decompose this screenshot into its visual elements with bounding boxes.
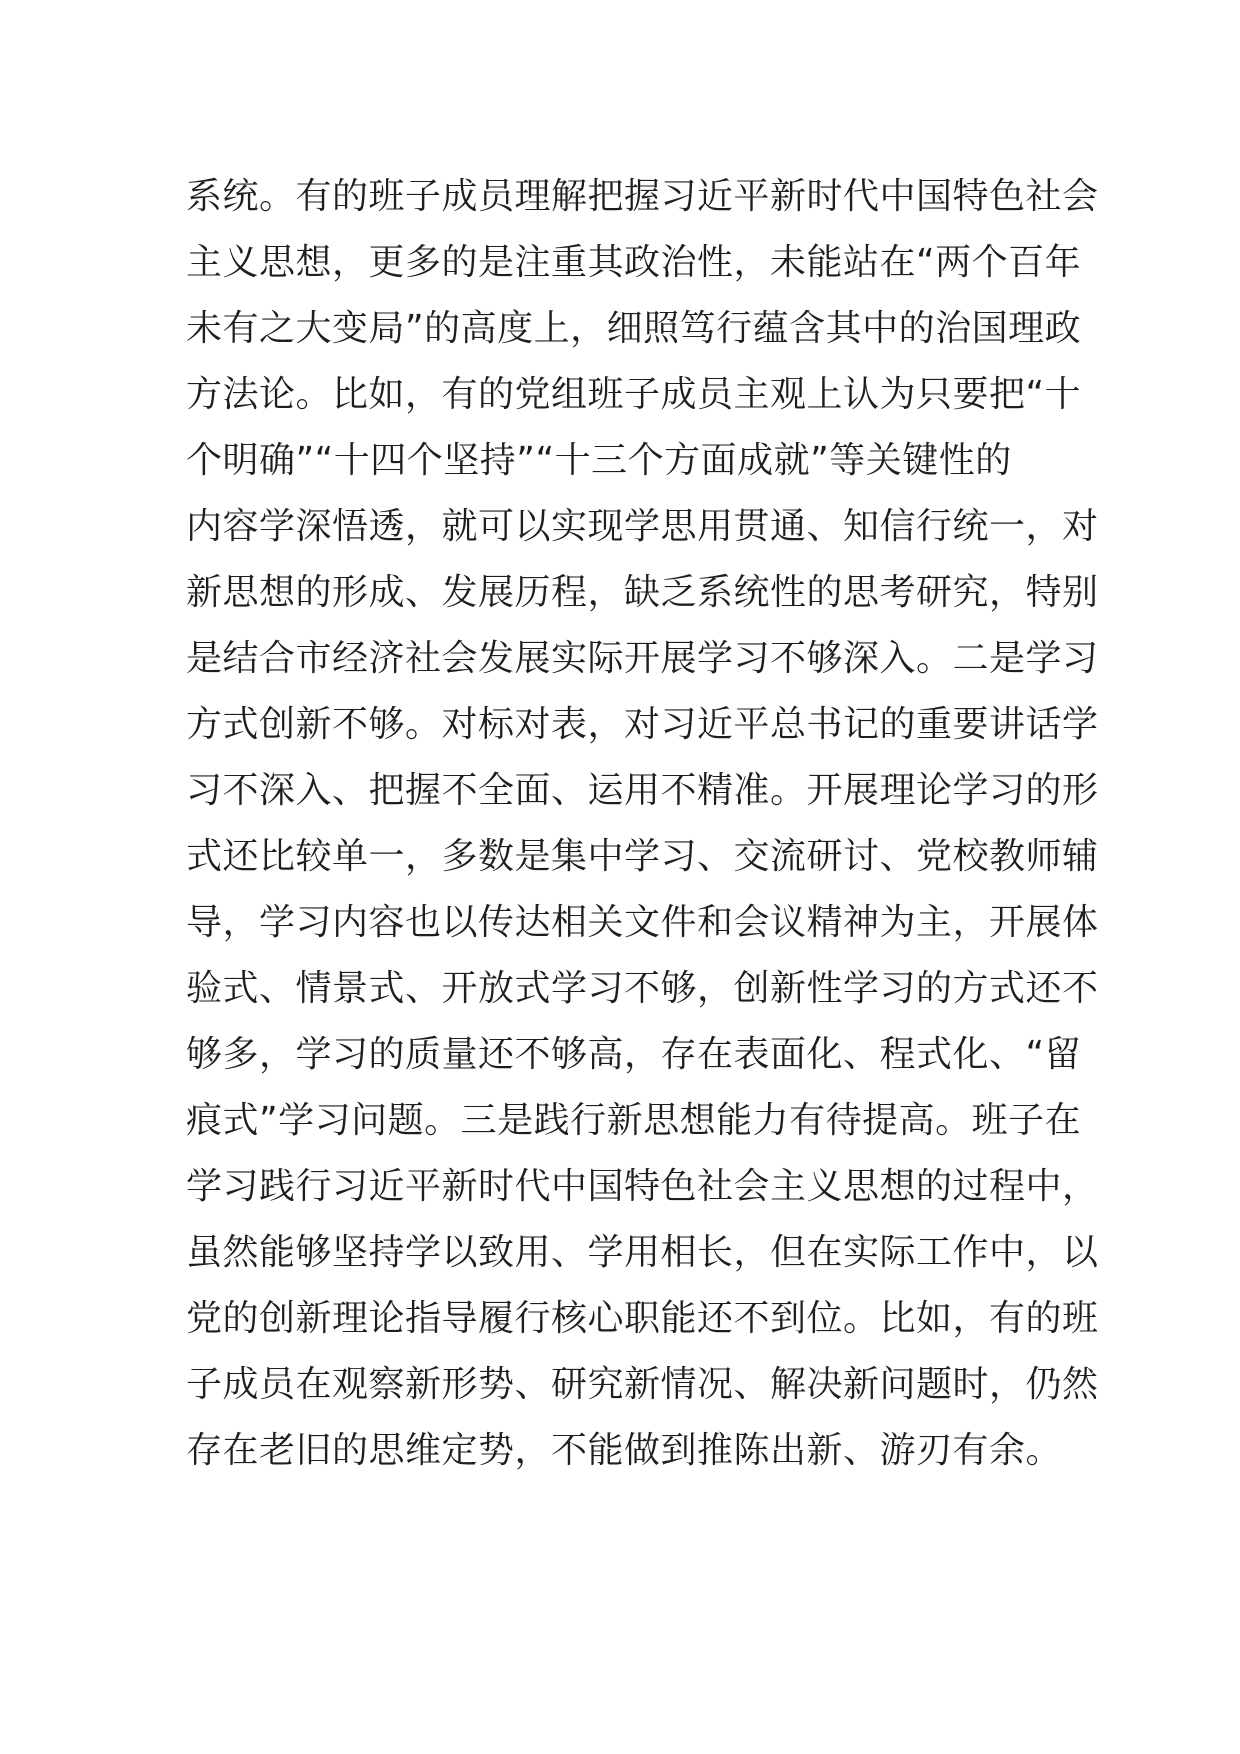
text-line: 虽然能够坚持学以致用、学用相长，但在实际工作中，以 (186, 1232, 1099, 1273)
text-line: 方法论。比如，有的党组班子成员主观上认为只要把“十 (186, 374, 1082, 415)
text-line: 习不深入、把握不全面、运用不精准。开展理论学习的形 (186, 770, 1099, 811)
text-line: 系统。有的班子成员理解把握习近平新时代中国特色社会 (186, 176, 1099, 217)
text-line: 子成员在观察新形势、研究新情况、解决新问题时，仍然 (186, 1364, 1099, 1405)
body-paragraph (186, 164, 1099, 1484)
text-line: 党的创新理论指导履行核心职能还不到位。比如，有的班 (186, 1298, 1099, 1339)
text-line: 新思想的形成、发展历程，缺乏系统性的思考研究，特别 (186, 572, 1099, 613)
text-line: 存在老旧的思维定势，不能做到推陈出新、游刃有余。 (186, 1430, 1063, 1471)
text-line: 内容学深悟透，就可以实现学思用贯通、知信行统一，对 (186, 506, 1099, 547)
text-line: 式还比较单一，多数是集中学习、交流研讨、党校教师辅 (186, 836, 1099, 877)
text-line: 主义思想，更多的是注重其政治性，未能站在“两个百年 (186, 242, 1082, 283)
text-line: 验式、情景式、开放式学习不够，创新性学习的方式还不 (186, 968, 1099, 1009)
text-line: 方式创新不够。对标对表，对习近平总书记的重要讲话学 (186, 704, 1099, 745)
text-line: 未有之大变局”的高度上，细照笃行蕴含其中的治国理政 (186, 308, 1082, 349)
text-line: 是结合市经济社会发展实际开展学习不够深入。二是学习 (186, 638, 1099, 679)
text-line: 学习践行习近平新时代中国特色社会主义思想的过程中， (186, 1166, 1099, 1207)
text-line: 痕式”学习问题。三是践行新思想能力有待提高。班子在 (186, 1100, 1082, 1141)
text-line: 个明确”“十四个坚持”“十三个方面成就”等关键性的 (186, 440, 1012, 481)
text-line: 导，学习内容也以传达相关文件和会议精神为主，开展体 (186, 902, 1099, 943)
text-line: 够多，学习的质量还不够高，存在表面化、程式化、“留 (186, 1034, 1082, 1075)
